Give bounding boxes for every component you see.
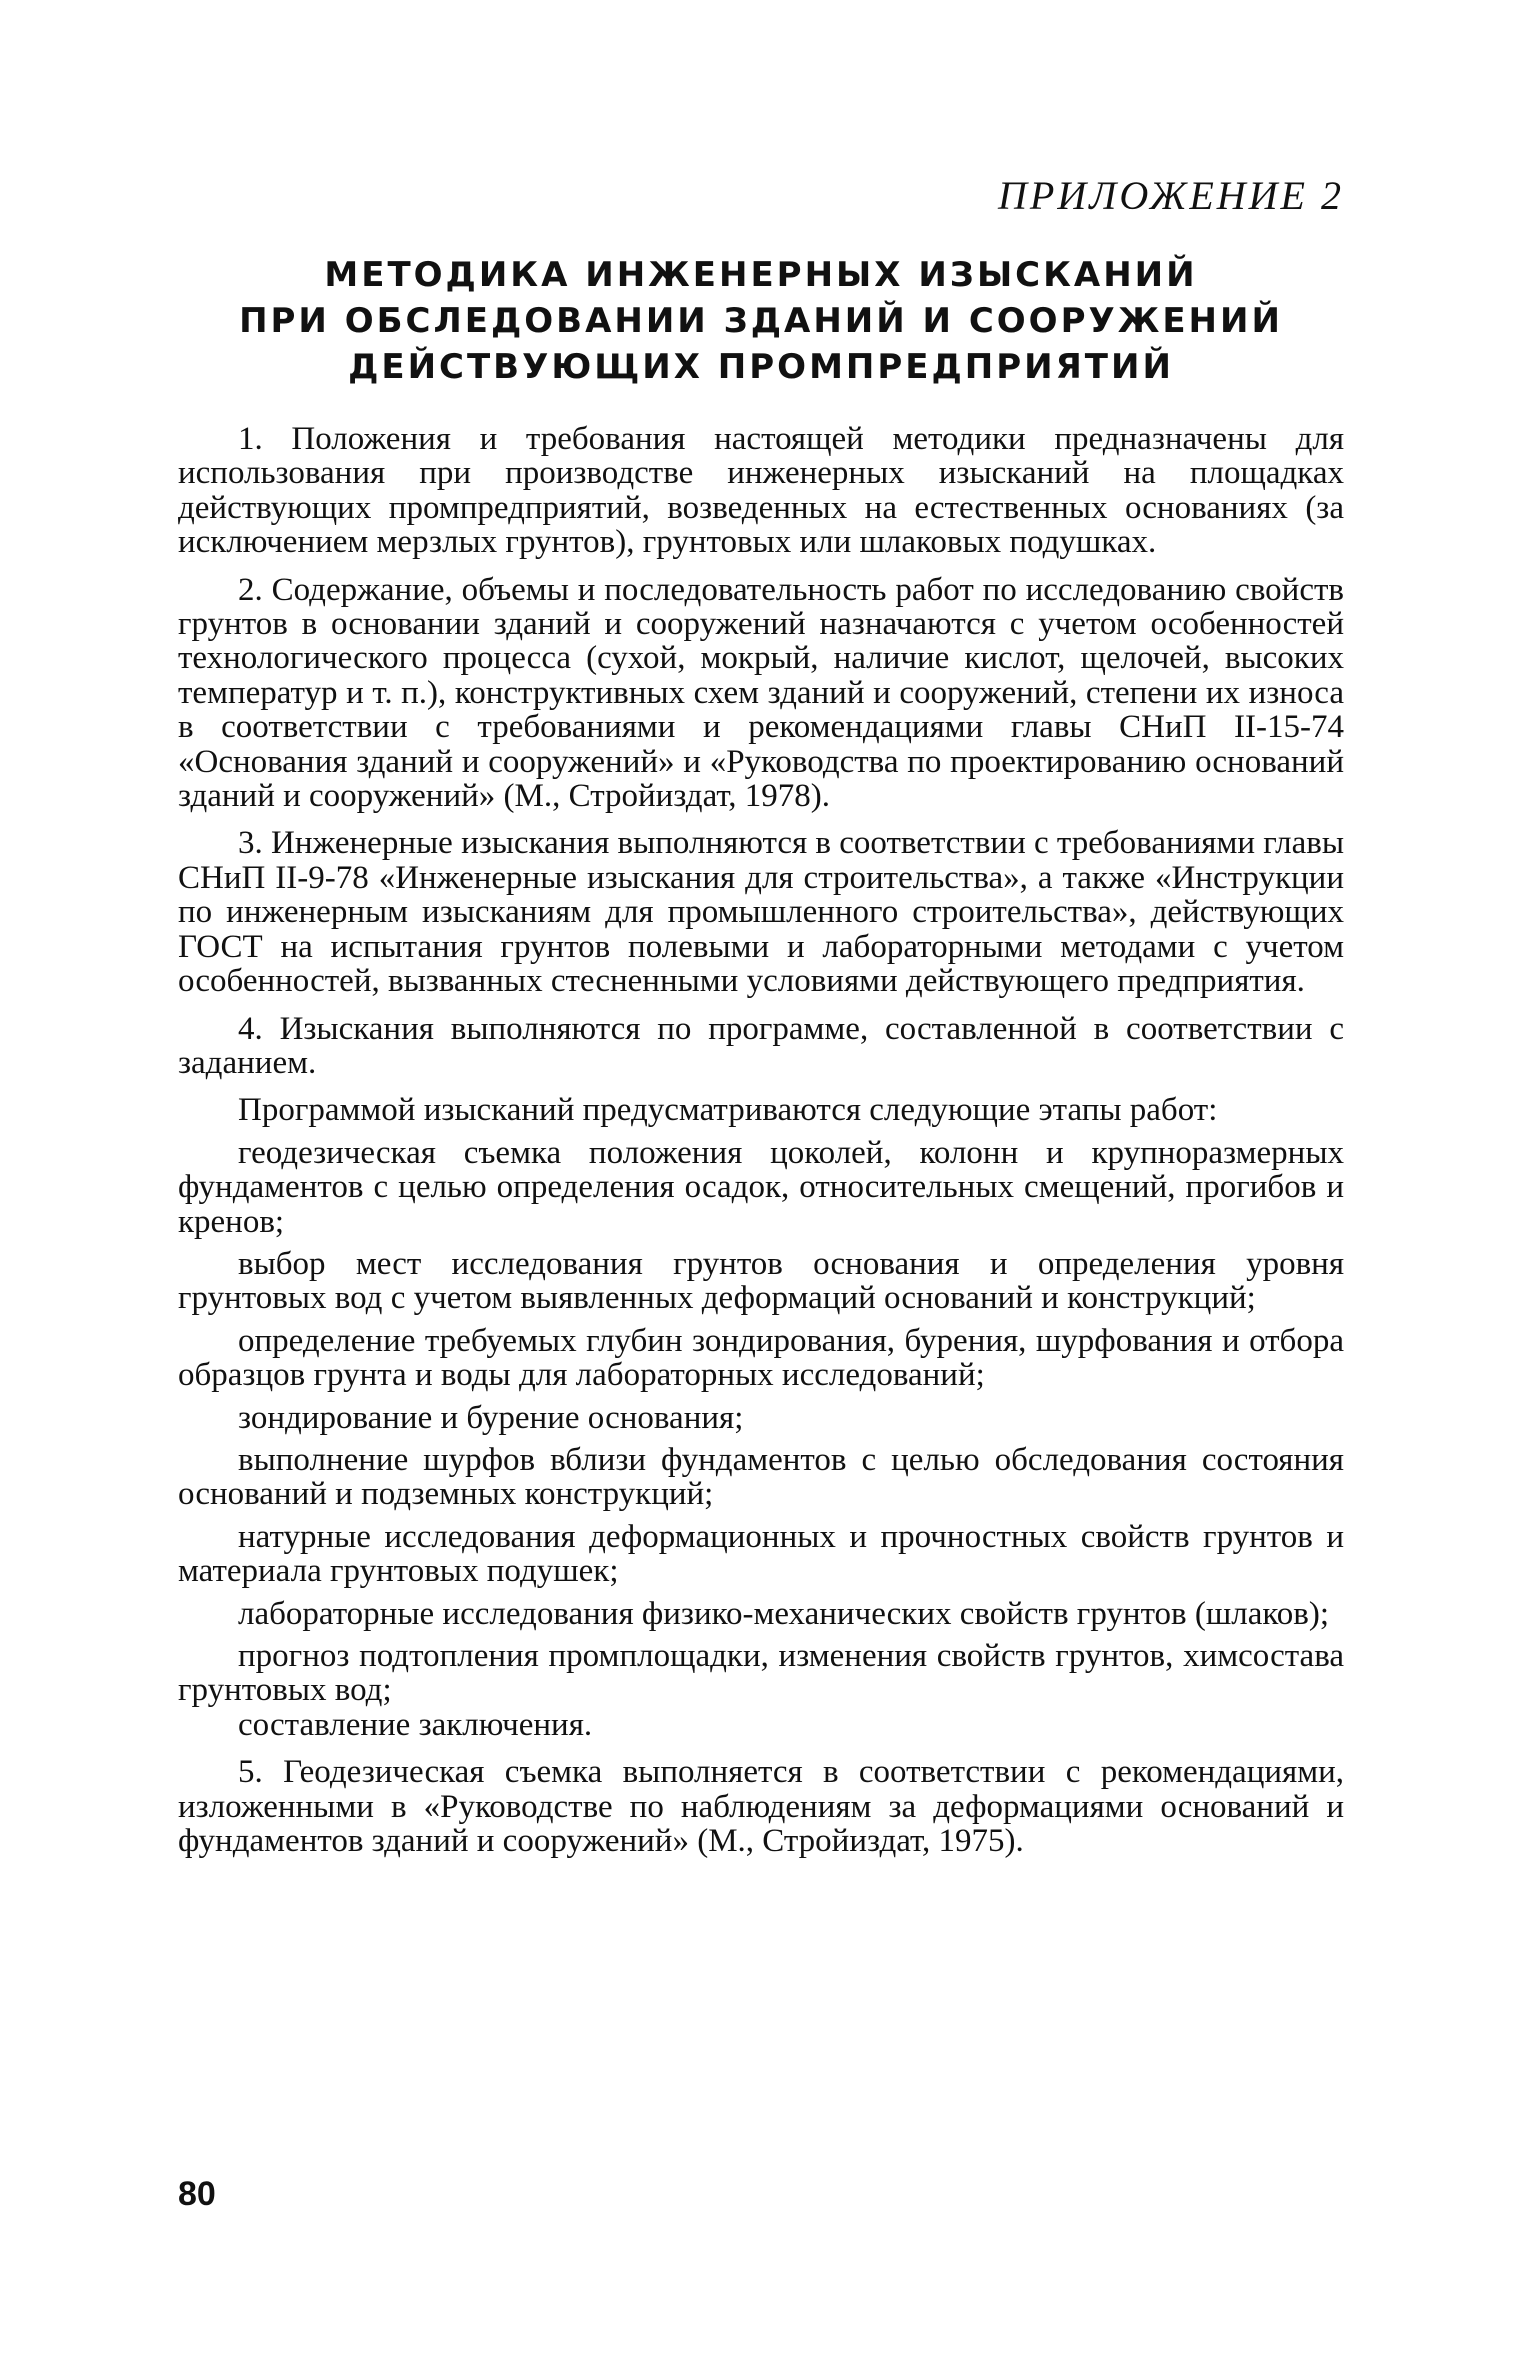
paragraph-5: 5. Геодезическая съемка выполняется в соответствии с рекомендациями, изложенными в «Руководстве по наблюдениям за деформациями оснований и фундаментов зданий и сооружений» (М., Стройиздат, 1975). [178,1754,1344,1860]
title-line-3: ДЕЙСТВУЮЩИХ ПРОМПРЕДПРИЯТИЙ [348,347,1174,387]
stage-item: зондирование и бурение основания; [238,1399,744,1436]
stage-item: натурные исследования деформационных и прочностных свойств грунтов и материала грунтовых подушек; [178,1518,1344,1590]
paragraph-1: 1. Положения и требования настоящей методики предназначены для использования при производстве инженерных изысканий на площадках действующих промпредприятий, возведенных на естественных основаниях (за исключением мерзлых грунтов), грунтовых или шлаковых подушках. [178,421,1344,561]
stage-item: определение требуемых глубин зондирования, бурения, шурфования и отбора образцов грунта и воды для лабораторных исследований; [178,1322,1344,1394]
document-title [178,252,1344,390]
title-line-2: ПРИ ОБСЛЕДОВАНИИ ЗДАНИЙ И СООРУЖЕНИЙ [239,301,1283,341]
body-text [178,422,1344,1858]
stage-item: выполнение шурфов вблизи фундаментов с целью обследования состояния оснований и подземных конструкций; [178,1441,1344,1513]
appendix-label: ПРИЛОЖЕНИЕ 2 [998,173,1344,218]
program-intro: Программой изысканий предусматриваются следующие этапы работ: [238,1092,1218,1129]
page-number: 80 [178,2175,216,2213]
document-page [178,160,1344,2310]
paragraph-3: 3. Инженерные изыскания выполняются в соответствии с требованиями главы СНиП II-9-78 «Инженерные изыскания для строительства», а также «Инструкции по инженерным изысканиям для промышленного строительства», действующих ГОСТ на испытания грунтов полевыми и лабораторными методами с учетом особенностей, вызванных стесненными условиями действующего предприятия. [178,825,1344,1000]
paragraph-4: 4. Изыскания выполняются по программе, составленной в соответствии с заданием. [178,1010,1344,1081]
title-line-1: МЕТОДИКА ИНЖЕНЕРНЫХ ИЗЫСКАНИЙ [324,255,1198,295]
stage-item: лабораторные исследования физико-механических свойств грунтов (шлаков); [238,1595,1329,1632]
stages-list [178,1136,1344,1743]
paragraph-2: 2. Содержание, объемы и последовательность работ по исследованию свойств грунтов в основании зданий и сооружений назначаются с учетом особенностей технологического процесса (сухой, мокрый, наличие кислот, щелочей, высоких температур и т. п.), конструктивных схем зданий и сооружений, степени их износа в соответствии с требованиями и рекомендациями главы СНиП II-15-74 «Основания зданий и сооружений» и «Руководства по проектированию оснований зданий и сооружений» (М., Стройиздат, 1978). [178,571,1344,815]
stage-item: выбор мест исследования грунтов основания и определения уровня грунтовых вод с учетом выявленных деформаций оснований и конструкций; [178,1245,1344,1317]
stage-item: составление заключения. [238,1706,593,1743]
stage-item: геодезическая съемка положения цоколей, колонн и крупноразмерных фундаментов с целью определения осадок, относительных смещений, прогибов и кренов; [178,1134,1344,1240]
stage-item: прогноз подтопления промплощадки, изменения свойств грунтов, химсостава грунтовых вод; [178,1638,1344,1709]
